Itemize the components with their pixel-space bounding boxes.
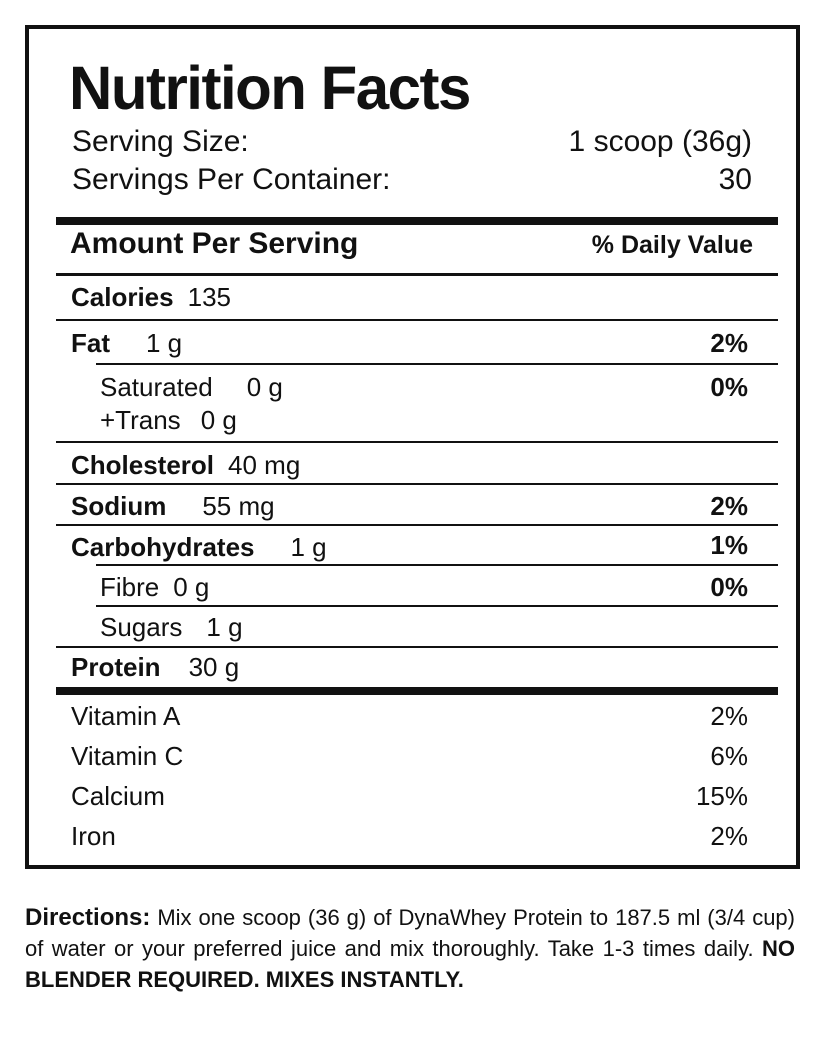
trans-label: +Trans (100, 405, 181, 435)
nutrient-row-cholesterol (71, 447, 300, 483)
divider-header (56, 273, 778, 276)
directions-emphasis: NO BLENDER REQUIRED. MIXES INSTANTLY. (25, 936, 795, 992)
divider-thick-top (56, 217, 778, 225)
iron-daily-value: 2% (710, 821, 748, 851)
fat-value: 1 g (146, 328, 183, 358)
fibre-value: 0 g (173, 572, 210, 602)
divider-trans (56, 441, 778, 443)
nutrient-row-carbohydrates (71, 529, 327, 565)
iron-label: Iron (71, 821, 116, 851)
vitamin-row-a (71, 698, 180, 734)
protein-label: Protein (71, 652, 161, 682)
carbohydrates-value: 1 g (290, 532, 327, 562)
cholesterol-value: 40 mg (228, 450, 301, 480)
divider-calories (56, 319, 778, 321)
vitamin-c-label: Vitamin C (71, 741, 184, 771)
serving-size-label: Serving Size: (72, 125, 249, 158)
directions-label: Directions: (25, 904, 151, 931)
nutrient-row-protein (71, 649, 239, 685)
saturated-value: 0 g (246, 372, 283, 402)
nutrient-row-sodium (71, 488, 275, 524)
saturated-label: Saturated (100, 372, 213, 402)
nutrient-row-sugars (100, 609, 243, 645)
sugars-label: Sugars (100, 612, 183, 642)
divider-fibre (96, 605, 778, 607)
serving-size-value: 1 scoop (36g) (568, 125, 752, 158)
amount-per-serving-label: Amount Per Serving (70, 227, 359, 260)
divider-fat (96, 363, 778, 365)
carbohydrates-daily-value: 1% (710, 530, 748, 560)
serving-size-row (72, 125, 752, 159)
carbohydrates-label: Carbohydrates (71, 532, 255, 562)
cholesterol-label: Cholesterol (71, 450, 215, 480)
servings-per-container-label: Servings Per Container: (72, 163, 391, 196)
nutrient-row-fibre (100, 569, 209, 605)
nutrient-row-calories (71, 279, 231, 315)
nutrition-facts-panel (25, 25, 800, 869)
sodium-value: 55 mg (202, 491, 275, 521)
fibre-label: Fibre (100, 572, 160, 602)
divider-thick-vitamins (56, 687, 778, 695)
fat-label: Fat (71, 328, 110, 358)
vitamin-a-daily-value: 2% (710, 701, 748, 731)
nutrient-row-fat (71, 325, 182, 361)
vitamin-a-label: Vitamin A (71, 701, 181, 731)
sodium-label: Sodium (71, 491, 167, 521)
servings-per-container-row (72, 163, 752, 197)
divider-carbohydrates (96, 564, 778, 566)
nutrient-row-saturated (100, 369, 283, 405)
mineral-row-iron (71, 818, 116, 854)
directions-text: Mix one scoop (36 g) of DynaWhey Protein to 187.5 ml (3/4 cup) of water or your preferred juice and mix thoroughly. Take 1-3 times daily. (25, 905, 795, 961)
calcium-daily-value: 15% (695, 781, 748, 811)
vitamin-row-c (71, 738, 183, 774)
divider-cholesterol (56, 483, 778, 485)
trans-value: 0 g (200, 405, 237, 435)
divider-sugars (56, 646, 778, 648)
saturated-daily-value: 0% (710, 372, 748, 402)
calories-value: 135 (187, 282, 231, 312)
amount-header-row (70, 227, 753, 267)
divider-sodium (56, 524, 778, 526)
vitamin-c-daily-value: 6% (710, 741, 748, 771)
mineral-row-calcium (71, 778, 165, 814)
nutrient-row-trans (100, 402, 237, 438)
directions-paragraph (25, 902, 795, 995)
daily-value-label: % Daily Value (591, 231, 753, 259)
fibre-daily-value: 0% (710, 572, 748, 602)
panel-title: Nutrition Facts (69, 54, 470, 123)
servings-per-container-value: 30 (718, 163, 752, 196)
protein-value: 30 g (188, 652, 240, 682)
sodium-daily-value: 2% (710, 491, 748, 521)
sugars-value: 1 g (206, 612, 243, 642)
fat-daily-value: 2% (710, 328, 748, 358)
calories-label: Calories (71, 282, 174, 312)
calcium-label: Calcium (71, 781, 165, 811)
